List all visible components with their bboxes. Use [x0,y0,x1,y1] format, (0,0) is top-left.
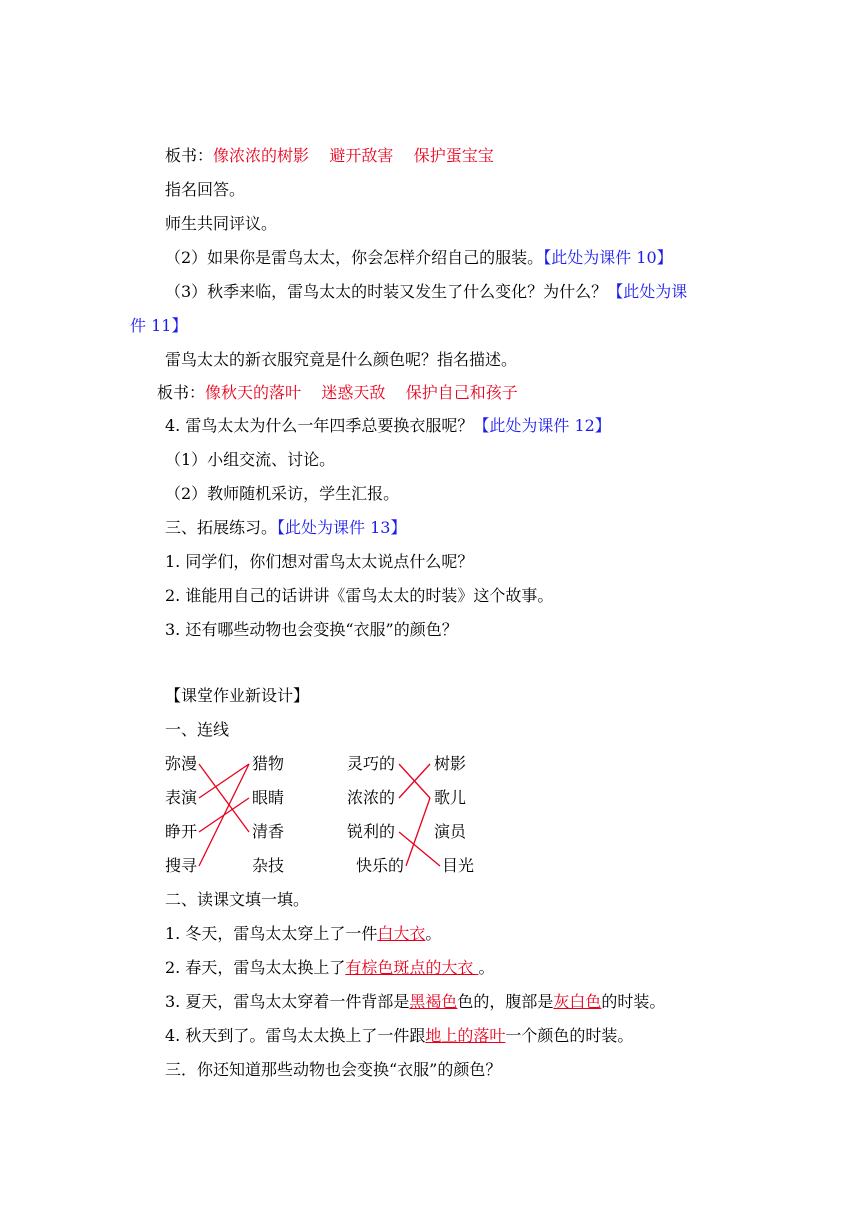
text-line-body: （3）秋季来临，雷鸟太太的时装又发生了什么变化？为什么？ [165,282,608,301]
match-left-word: 睁开 [165,822,198,841]
courseware-ref: 【此处为课件 13】 [277,518,407,537]
text-line: 雷鸟太太的新衣服究竟是什么颜色呢？指名描述。 [165,350,518,369]
match-right-word: 眼睛 [252,788,285,807]
fill-blank-1 [165,924,441,944]
section-heading: 二、读课文填一填。 [165,890,310,909]
section-heading: 一、连线 [165,720,230,739]
match-line [399,832,440,866]
section-heading: 三．你还知道那些动物也会变换“衣服”的颜色？ [165,1060,502,1079]
courseware-ref: 【此处为课 [607,282,688,301]
match-right-word: 演员 [434,822,467,841]
fill-blank-4 [165,1026,633,1046]
match-left-word: 表演 [165,788,198,807]
fill-blank-3 [165,992,665,1012]
text-line: 3. 还有哪些动物也会变换“衣服”的颜色？ [165,620,458,639]
fill-text: 一个颜色的时装。 [505,1026,634,1045]
text-line: 师生共同评议。 [165,214,278,233]
text-line: 2. 谁能用自己的话讲讲《雷鸟太太的时装》这个故事。 [165,586,554,605]
board-item: 像浓浓的树影 [213,146,310,165]
fill-answer: 黑褐色 [409,992,458,1011]
text-line-body: 4. 雷鸟太太为什么一年四季总要换衣服呢？ [165,416,474,435]
fill-text: 的时装。 [601,992,666,1011]
courseware-ref: 【此处为课件 10】 [543,248,673,267]
text-line: 1. 同学们，你们想对雷鸟太太说点什么呢？ [165,552,474,571]
board-item: 像秋天的落叶 [205,383,302,402]
board-label: 板书： [157,383,206,402]
fill-answer: 白大衣 [377,924,426,943]
text-line: （1）小组交流、讨论。 [165,450,336,469]
match-right-word: 歌儿 [434,788,467,807]
board-label: 板书： [165,146,214,165]
match-left-word: 浓浓的 [347,788,396,807]
board-item: 迷惑天敌 [321,383,386,402]
match-left-word: 快乐的 [356,856,405,875]
fill-text: 色的，腹部是 [457,992,554,1011]
match-right-word: 杂技 [252,856,285,875]
text-line: （2）教师随机采访，学生汇报。 [165,484,400,503]
match-line [406,798,430,866]
board-item: 保护自己和孩子 [405,383,518,402]
text-line-body: 三、拓展练习。 [165,518,278,537]
match-right-word: 清香 [252,822,285,841]
fill-answer: 灰白色 [553,992,602,1011]
fill-text: 4. 秋天到了。雷鸟太太换上了一件跟 [165,1026,426,1045]
match-left-word: 锐利的 [347,822,396,841]
fill-text: 。 [478,958,495,977]
match-right-word: 目光 [442,856,475,875]
match-right-word: 猎物 [252,754,285,773]
match-right-word: 树影 [434,754,467,773]
text-line: 指名回答。 [165,180,246,199]
match-line [199,764,249,798]
match-line [199,764,249,866]
fill-text: 2. 春天，雷鸟太太换上了 [165,958,346,977]
courseware-ref: 【此处为课件 12】 [473,416,611,435]
fill-text: 。 [425,924,442,943]
match-left-word: 灵巧的 [347,754,396,773]
match-left-word: 弥漫 [165,754,198,773]
match-line [199,764,249,832]
courseware-ref: 件 11】 [130,316,188,335]
board-item: 避开敌害 [329,146,394,165]
fill-text: 1. 冬天，雷鸟太太穿上了一件 [165,924,378,943]
fill-answer: 有棕色斑点的大衣 [345,958,479,977]
homework-title: 【课堂作业新设计】 [165,686,310,705]
fill-answer: 地上的落叶 [425,1026,506,1045]
text-line-body: （2）如果你是雷鸟太太，你会怎样介绍自己的服装。 [165,248,544,267]
board-item: 保护蛋宝宝 [413,146,494,165]
match-left-word: 搜寻 [165,856,198,875]
fill-text: 3. 夏天，雷鸟太太穿着一件背部是 [165,992,410,1011]
fill-blank-2 [165,958,494,978]
